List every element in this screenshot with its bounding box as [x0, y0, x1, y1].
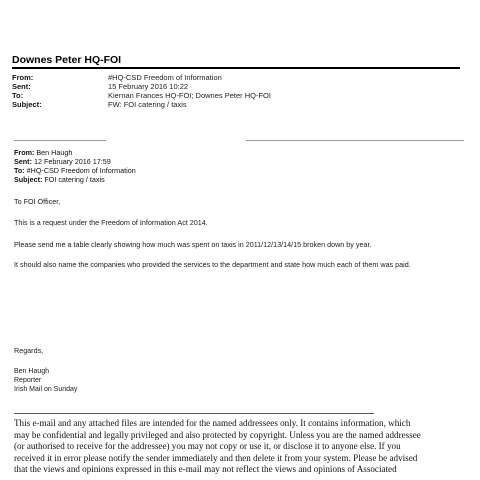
disclaimer-line-3: (or authorised to receive for the addressee) you may not copy or use it, or disclose it to anyone else. If you — [14, 441, 401, 451]
fw-from-label: From: — [14, 148, 37, 157]
fw-subject-row — [14, 175, 105, 184]
header-subject-value: FW: FOI catering / taxis — [108, 100, 187, 109]
fw-subject-label: Subject: — [14, 175, 45, 184]
separator-left — [14, 140, 106, 141]
disclaimer-line-5: that the views and opinions expressed in this e-mail may not reflect the views and opinions of Associated — [14, 464, 397, 474]
mailbox-owner-name: Downes Peter HQ-FOI — [12, 54, 122, 66]
body-regards: Regards, — [14, 346, 44, 355]
header-sent-label: Sent: — [12, 82, 31, 91]
header-from-value: #HQ-CSD Freedom of Information — [108, 73, 222, 82]
signature-role: Reporter — [14, 377, 42, 384]
separator-right — [246, 140, 464, 141]
signature-org: Irish Mail on Sunday — [14, 386, 78, 393]
body-greeting: To FOI Officer, — [14, 197, 61, 206]
signature-name: Ben Haugh — [14, 368, 50, 375]
header-from-label: From: — [12, 73, 34, 82]
fw-to-row — [14, 166, 136, 175]
fw-subject-value: FOI catering / taxis — [44, 175, 105, 184]
disclaimer — [14, 418, 470, 476]
header-sent-value: 15 February 2016 10:22 — [108, 82, 189, 91]
fw-to-label: To: — [14, 166, 27, 175]
fw-from-value: Ben Haugh — [36, 148, 73, 157]
disclaimer-line-4: received it in error please notify the sender immediately and then delete it from your system. Please be advised — [14, 452, 418, 463]
body-paragraph-2: Please send me a table clearly showing how much was spent on taxis in 2011/12/13/14/15 broken down by year. — [14, 240, 372, 249]
disclaimer-divider — [14, 413, 374, 414]
fw-to-value: #HQ-CSD Freedom of Information — [26, 166, 136, 175]
body-paragraph-1: This is a request under the Freedom of Information Act 2014. — [14, 218, 208, 227]
header-to-label: To: — [12, 91, 24, 100]
disclaimer-line-1: This e-mail and any attached files are intended for the named addressees only. It contains information, which — [14, 418, 411, 428]
fw-sent-label: Sent: — [14, 157, 34, 166]
disclaimer-line-2: may be confidential and legally privileged and also protected by copyright. Unless you are the named addressee — [14, 429, 421, 440]
fw-sent-row — [14, 157, 111, 166]
fw-from-row — [14, 148, 72, 157]
header-subject-label: Subject: — [12, 100, 42, 109]
header-divider — [12, 67, 460, 69]
fw-sent-value: 12 February 2016 17:59 — [33, 157, 111, 166]
body-paragraph-3: It should also name the companies who provided the services to the department and state how much each of them was paid. — [14, 260, 411, 269]
header-to-value: Kiernan Frances HQ-FOI; Downes Peter HQ-FOI — [108, 91, 271, 100]
